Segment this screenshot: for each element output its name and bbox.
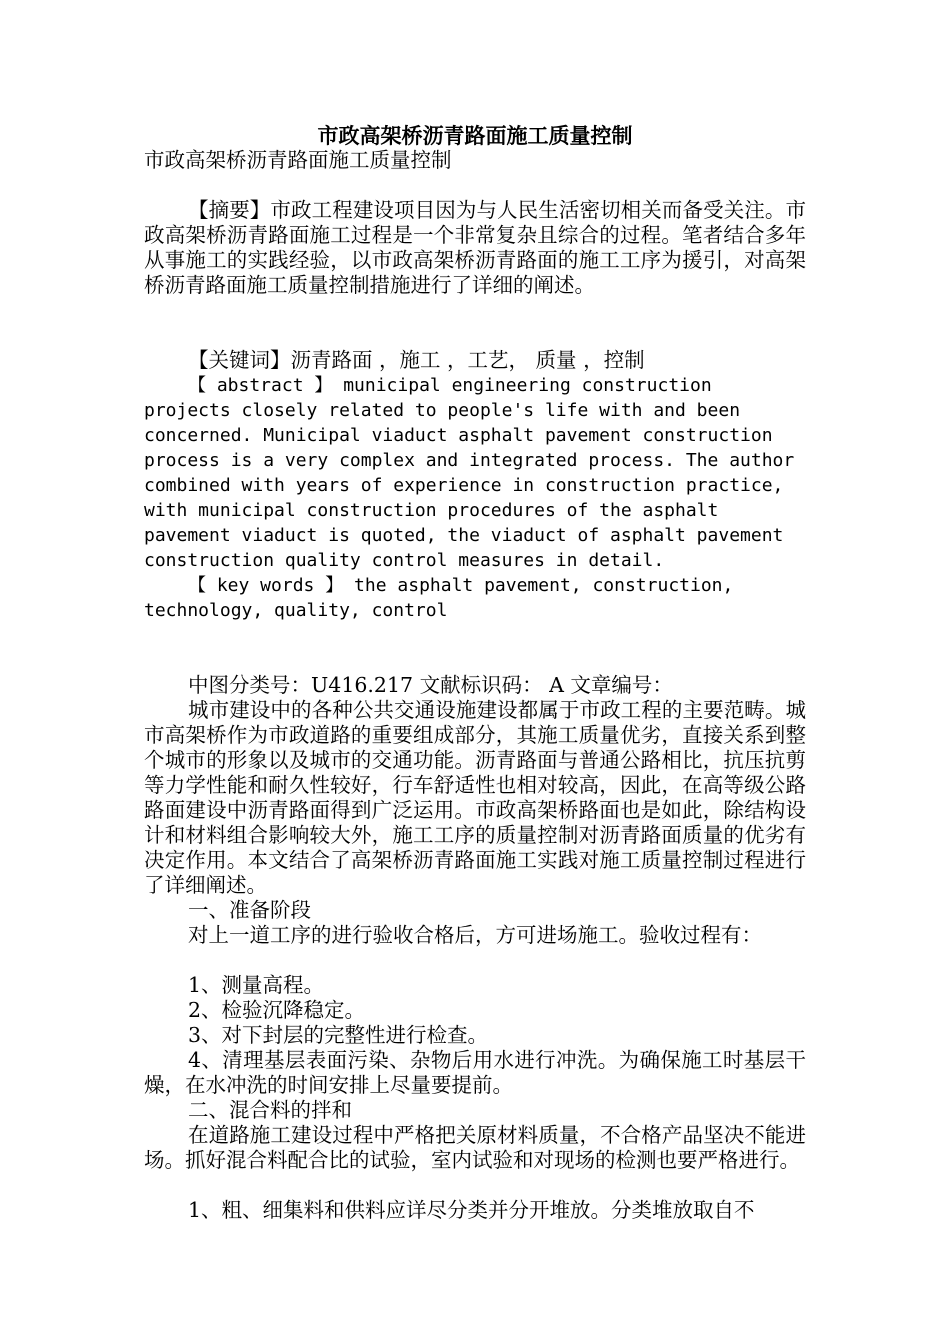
list-item: 2、检验沉降稳定。 xyxy=(188,998,366,1022)
keywords-en: 【 key words 】 the asphalt pavement, construction, technology, quality, control xyxy=(144,575,745,621)
section-2-heading: 二、混合料的拌和 xyxy=(188,1098,352,1122)
list-item: 4、清理基层表面污染、杂物后用水进行冲洗。为确保施工时基层干燥，在水冲洗的时间安排上尽量要提前。 xyxy=(144,1048,806,1097)
document-subtitle: 市政高架桥沥青路面施工质量控制 xyxy=(144,148,452,172)
section-1-intro: 对上一道工序的进行验收合格后，方可进场施工。验收过程有： xyxy=(188,923,762,947)
keywords-cn: 【关键词】沥青路面 ，施工 ，工艺， 质量 ，控制 xyxy=(188,348,645,372)
intro-paragraph: 城市建设中的各种公共交通设施建设都属于市政工程的主要范畴。城市高架桥作为市政道路的重要组成部分，其施工质量优劣，直接关系到整个城市的形象以及城市的交通功能。沥青路面与普通公路相比，抗压抗剪等力学性能和耐久性较好，行车舒适性也相对较高，因此，在高等级公路路面建设中沥青路面得到广泛运用。市政高架桥路面也是如此，除结构设计和材料组合影响较大外，施工工序的质量控制对沥青路面质量的优劣有决定作用。本文结合了高架桥沥青路面施工实践对施工质量控制过程进行了详细阐述。 xyxy=(144,698,806,897)
document-title: 市政高架桥沥青路面施工质量控制 xyxy=(317,123,633,148)
abstract-en: 【 abstract 】 municipal engineering construction projects closely related to people's life with and been concerned. Municipal viaduct asphalt pavement construction process is a very complex and integrated process. The author combined with years of experience in construction practice, with municipal construction procedures of the asphalt pavement viaduct is quoted, the viaduct of asphalt pavement construction quality control measures in detail. xyxy=(144,375,806,571)
list-item: 3、对下封层的完整性进行检查。 xyxy=(188,1023,489,1047)
section-1-heading: 一、准备阶段 xyxy=(188,898,311,922)
section-2-intro: 在道路施工建设过程中严格把关原材料质量，不合格产品坚决不能进场。抓好混合料配合比的试验，室内试验和对现场的检测也要严格进行。 xyxy=(144,1123,806,1172)
abstract-cn: 【摘要】市政工程建设项目因为与人民生活密切相关而备受关注。市政高架桥沥青路面施工过程是一个非常复杂且综合的过程。笔者结合多年从事施工的实践经验，以市政高架桥沥青路面的施工工序为援引，对高架桥沥青路面施工质量控制措施进行了详细的阐述。 xyxy=(144,198,806,297)
classification-line: 中图分类号：U416.217 文献标识码： A 文章编号： xyxy=(188,673,673,697)
list-item: 1、粗、细集料和供料应详尽分类并分开堆放。分类堆放取自不 xyxy=(188,1198,755,1222)
list-item: 1、测量高程。 xyxy=(188,973,325,997)
